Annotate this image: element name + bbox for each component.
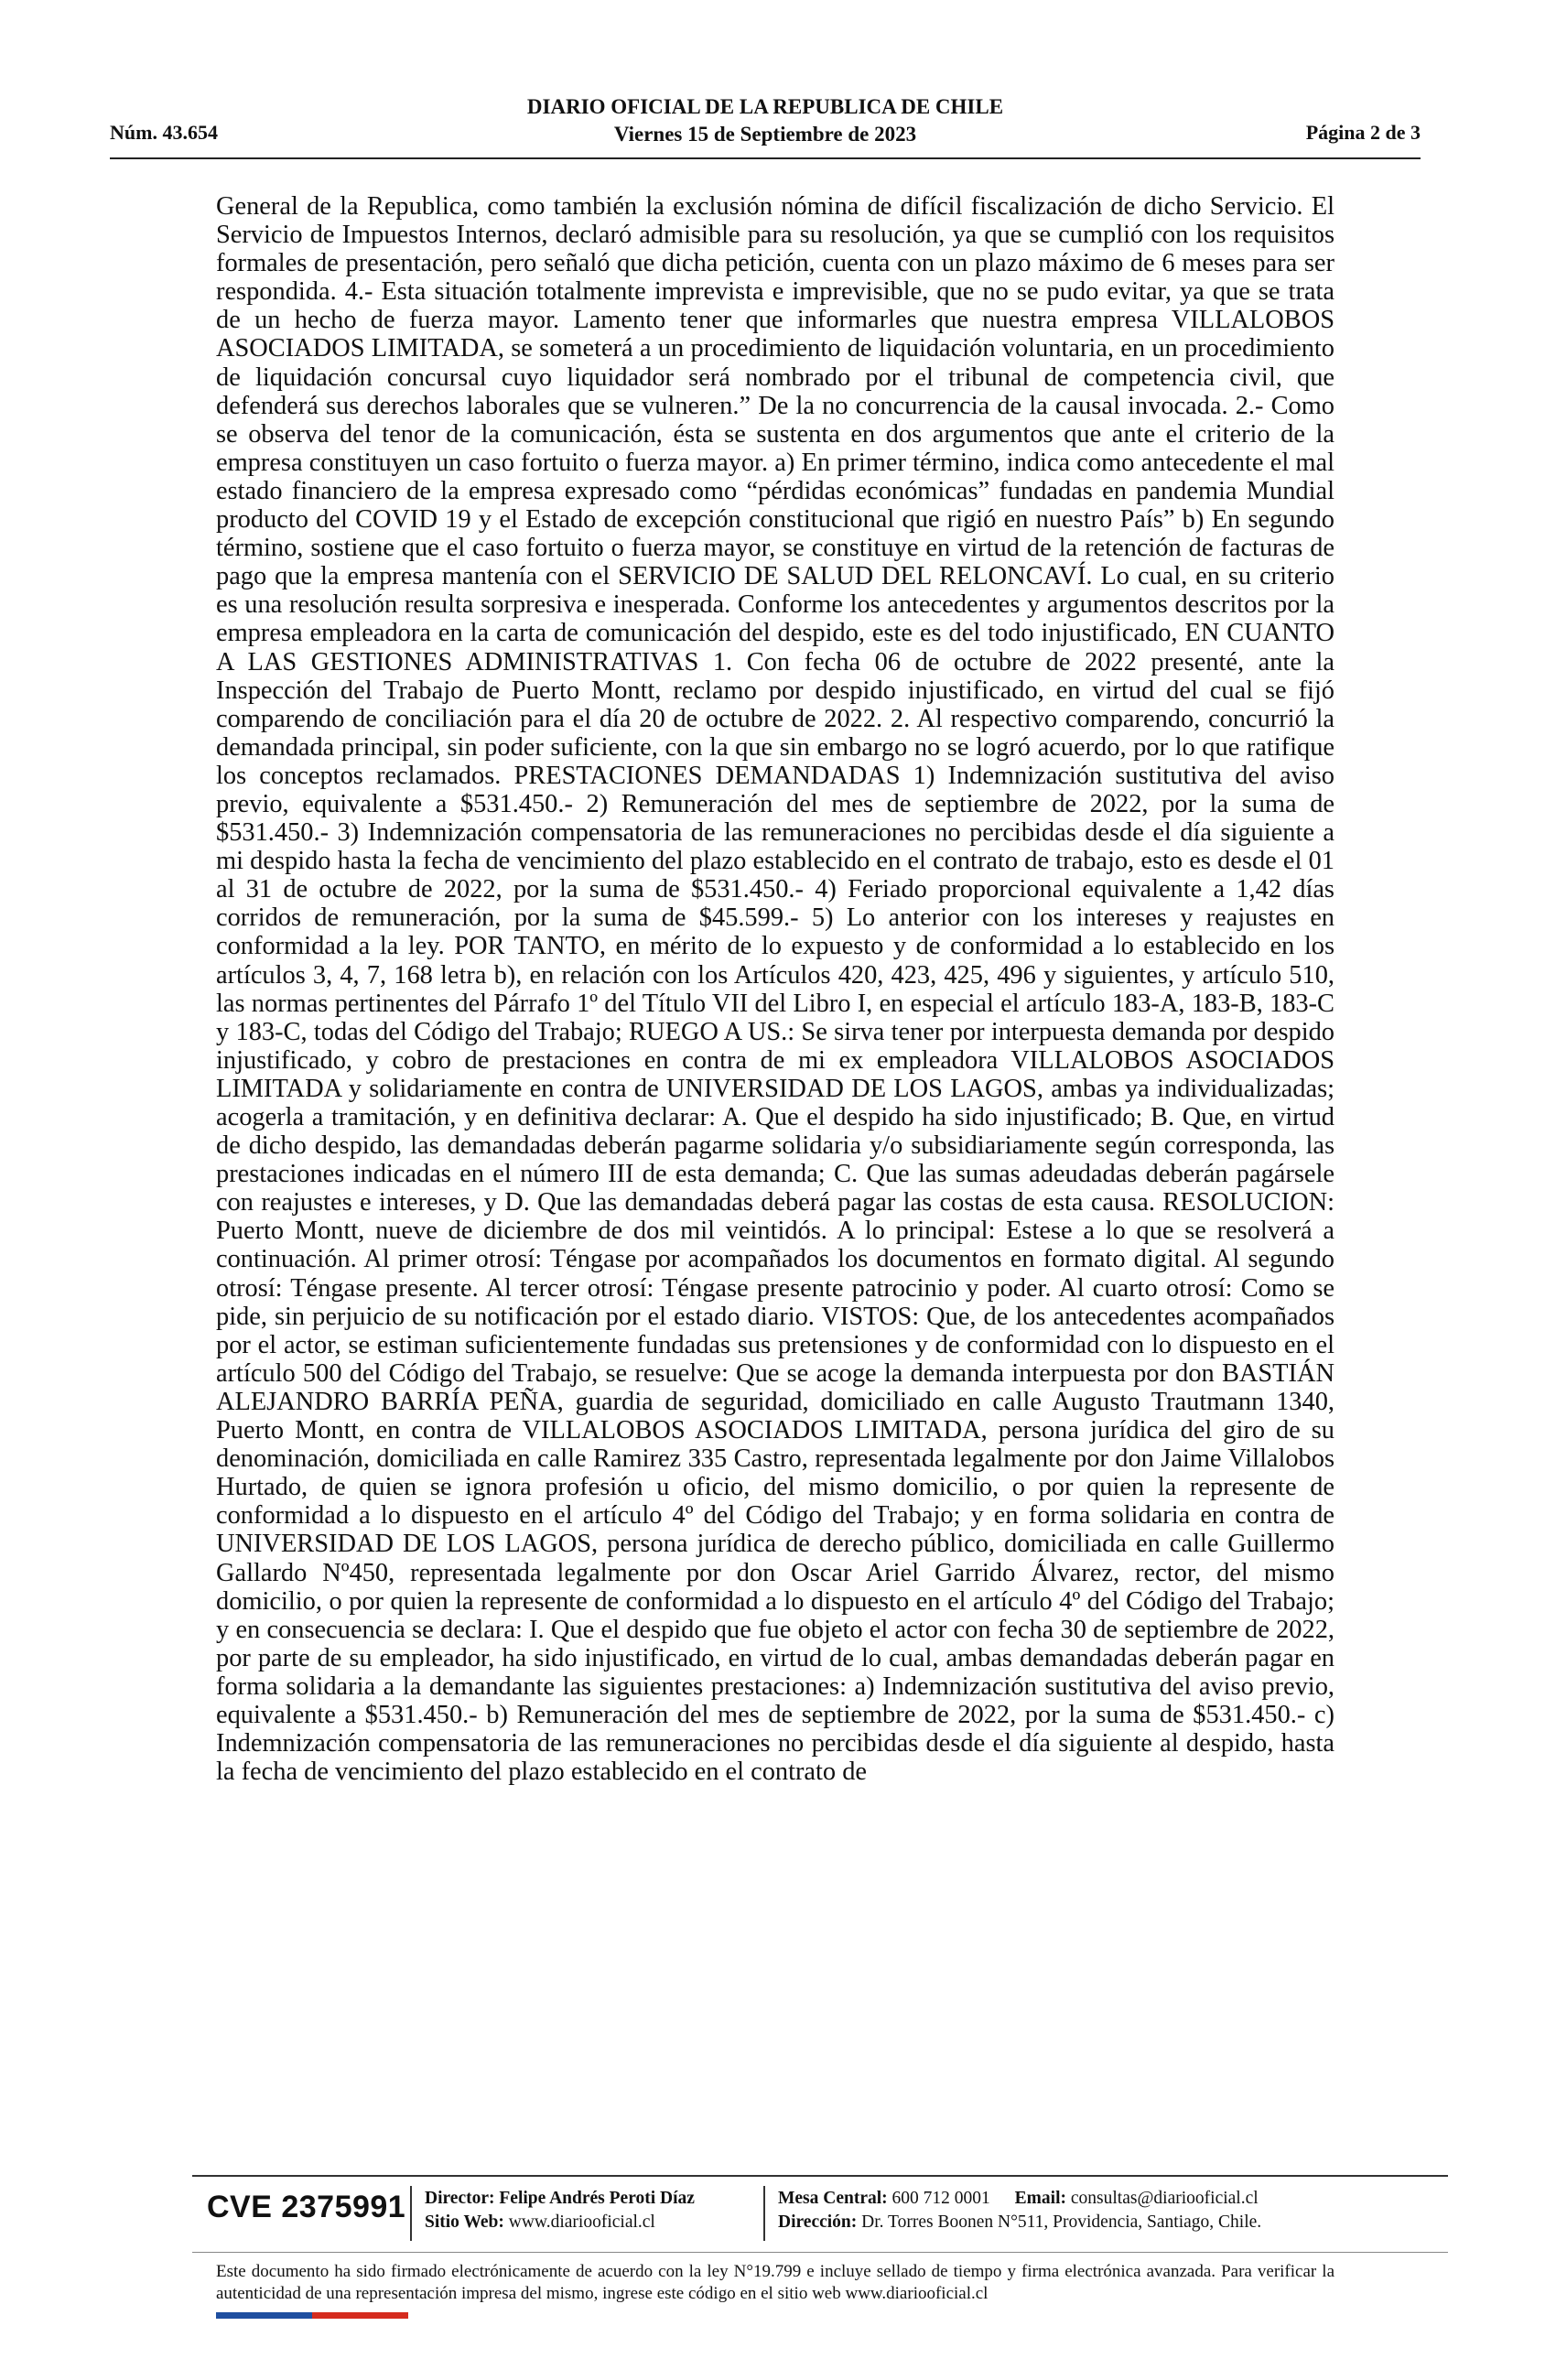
footer-separator: [763, 2186, 765, 2241]
email-link[interactable]: consultas@diariooficial.cl: [1070, 2189, 1259, 2208]
footer-separator: [410, 2186, 412, 2241]
footer-contact-left: [425, 2187, 695, 2234]
cve-code: CVE 2375991: [207, 2190, 406, 2224]
mesa-phone: 600 712 0001: [891, 2189, 990, 2208]
footer-divider-thin: [192, 2252, 1448, 2253]
director-label: Director:: [425, 2189, 495, 2208]
site-label: Sitio Web:: [425, 2212, 504, 2232]
address-label: Dirección:: [778, 2212, 858, 2232]
legal-notice: Este documento ha sido firmado electrónicamente de acuerdo con la ley N°19.799 e incluye sellado de tiempo y firma electrónica avanzada. Para verificar la autenticidad de una representación impresa del mismo, ingrese este código en el sitio web www.diariooficial.cl: [216, 2262, 1334, 2303]
page-header: [110, 90, 1421, 154]
flag-stripe-blue: [216, 2312, 312, 2319]
publication-title: DIARIO OFICIAL DE LA REPUBLICA DE CHILE: [526, 95, 1004, 118]
masthead: [110, 93, 1421, 148]
page-indicator: Página 2 de 3: [1305, 121, 1421, 144]
site-link[interactable]: www.diariooficial.cl: [508, 2212, 655, 2232]
address-value: Dr. Torres Boonen N°511, Providencia, Santiago, Chile.: [861, 2212, 1262, 2232]
header-divider: [110, 157, 1421, 159]
footer-contact-right: [778, 2187, 1261, 2234]
issue-number: Núm. 43.654: [110, 121, 218, 144]
flag-stripe: [216, 2312, 408, 2319]
email-label: Email:: [1014, 2189, 1067, 2208]
publication-date: Viernes 15 de Septiembre de 2023: [613, 123, 917, 146]
mesa-label: Mesa Central:: [778, 2189, 888, 2208]
footer-divider: [192, 2175, 1448, 2177]
document-body: General de la Republica, como también la exclusión nómina de difícil fiscalización de dicho Servicio. El Servicio de Impuestos Internos, declaró admisible para su resolución, ya que se cumplió con los requisitos formales de presentación, pero señaló que dicha petición, cuenta con un plazo máximo de 6 meses para ser respondida. 4.- Esta situación totalmente imprevista e imprevisible, que no se pudo evitar, ya que se trata de un hecho de fuerza mayor. Lamento tener que informarles que nuestra empresa VILLALOBOS ASOCIADOS LIMITADA, se someterá a un procedimiento de liquidación voluntaria, en un procedimiento de liquidación concursal cuyo liquidador será nombrado por el tribunal de competencia civil, que defenderá sus derechos laborales que se vulneren.” De la no concurrencia de la causal invocada. 2.- Como se observa del tenor de la comunicación, ésta se sustenta en dos argumentos que ante el criterio de la empresa constituyen un caso fortuito o fuerza mayor. a) En primer término, indica como antecedente el mal estado financiero de la empresa expresado como “pérdidas económicas” fundadas en pandemia Mundial producto del COVID 19 y el Estado de excepción constitucional que rigió en nuestro País” b) En segundo término, sostiene que el caso fortuito o fuerza mayor, se constituye en virtud de la retención de facturas de pago que la empresa mantenía con el SERVICIO DE SALUD DEL RELONCAVÍ. Lo cual, en su criterio es una resolución resulta sorpresiva e inesperada. Conforme los antecedentes y argumentos descritos por la empresa empleadora en la carta de comunicación del despido, este es del todo injustificado, EN CUANTO A LAS GESTIONES ADMINISTRATIVAS 1. Con fecha 06 de octubre de 2022 presenté, ante la Inspección del Trabajo de Puerto Montt, reclamo por despido injustificado, en virtud del cual se fijó comparendo de conciliación para el día 20 de octubre de 2022. 2. Al respectivo comparendo, concurrió la demandada principal, sin poder suficiente, con la que sin embargo no se logró acuerdo, por lo que ratifique los conceptos reclamados. PRESTACIONES DEMANDADAS 1) Indemnización sustitutiva del aviso previo, equivalente a $531.450.- 2) Remuneración del mes de septiembre de 2022, por la suma de $531.450.- 3) Indemnización compensatoria de las remuneraciones no percibidas desde el día siguiente a mi despido hasta la fecha de vencimiento del plazo establecido en el contrato de trabajo, esto es desde el 01 al 31 de octubre de 2022, por la suma de $531.450.- 4) Feriado proporcional equivalente a 1,42 días corridos de remuneración, por la suma de $45.599.- 5) Lo anterior con los intereses y reajustes en conformidad a la ley. POR TANTO, en mérito de lo expuesto y de conformidad a lo establecido en los artículos 3, 4, 7, 168 letra b), en relación con los Artículos 420, 423, 425, 496 y siguientes, y artículo 510, las normas pertinentes del Párrafo 1º del Título VII del Libro I, en especial el artículo 183-A, 183-B, 183-C y 183-C, todas del Código del Trabajo; RUEGO A US.: Se sirva tener por interpuesta demanda por despido injustificado, y cobro de prestaciones en contra de mi ex empleadora VILLALOBOS ASOCIADOS LIMITADA y solidariamente en contra de UNIVERSIDAD DE LOS LAGOS, ambas ya individualizadas; acogerla a tramitación, y en definitiva declarar: A. Que el despido ha sido injustificado; B. Que, en virtud de dicho despido, las demandadas deberán pagarme solidaria y/o subsidiariamente según corresponda, las prestaciones indicadas en el número III de esta demanda; C. Que las sumas adeudadas deberán pagársele con reajustes e intereses, y D. Que las demandadas deberá pagar las costas de esta causa. RESOLUCION: Puerto Montt, nueve de diciembre de dos mil veintidós. A lo principal: Estese a lo que se resolverá a continuación. Al primer otrosí: Téngase por acompañados los documentos en formato digital. Al segundo otrosí: Téngase presente. Al tercer otrosí: Téngase presente patrocinio y poder. Al cuarto otrosí: Como se pide, sin perjuicio de su notificación por el estado diario. VISTOS: Que, de los antecedentes acompañados por el actor, se estiman suficientemente fundadas sus pretensiones y de conformidad con lo dispuesto en el artículo 500 del Código del Trabajo, se resuelve: Que se acoge la demanda interpuesta por don BASTIÁN ALEJANDRO BARRÍA PEÑA, guardia de seguridad, domiciliado en calle Augusto Trautmann 1340, Puerto Montt, en contra de VILLALOBOS ASOCIADOS LIMITADA, persona jurídica del giro de su denominación, domiciliada en calle Ramirez 335 Castro, representada legalmente por don Jaime Villalobos Hurtado, de quien se ignora profesión u oficio, del mismo domicilio, o por quien la represente de conformidad a lo dispuesto en el artículo 4º del Código del Trabajo; y en forma solidaria en contra de UNIVERSIDAD DE LOS LAGOS, persona jurídica de derecho público, domiciliada en calle Guillermo Gallardo Nº450, representada legalmente por don Oscar Ariel Garrido Álvarez, rector, del mismo domicilio, o por quien la represente de conformidad a lo dispuesto en el artículo 4º del Código del Trabajo; y en consecuencia se declara: I. Que el despido que fue objeto el actor con fecha 30 de septiembre de 2022, por parte de su empleador, ha sido injustificado, en virtud de lo cual, ambas demandadas deberán pagar en forma solidaria a la demandante las siguientes prestaciones: a) Indemnización sustitutiva del aviso previo, equivalente a $531.450.- b) Remuneración del mes de septiembre de 2022, por la suma de $531.450.- c) Indemnización compensatoria de las remuneraciones no percibidas desde el día siguiente al despido, hasta la fecha de vencimiento del plazo establecido en el contrato de: [216, 192, 1334, 1787]
flag-stripe-red: [312, 2312, 408, 2319]
director-name: Felipe Andrés Peroti Díaz: [499, 2189, 695, 2208]
